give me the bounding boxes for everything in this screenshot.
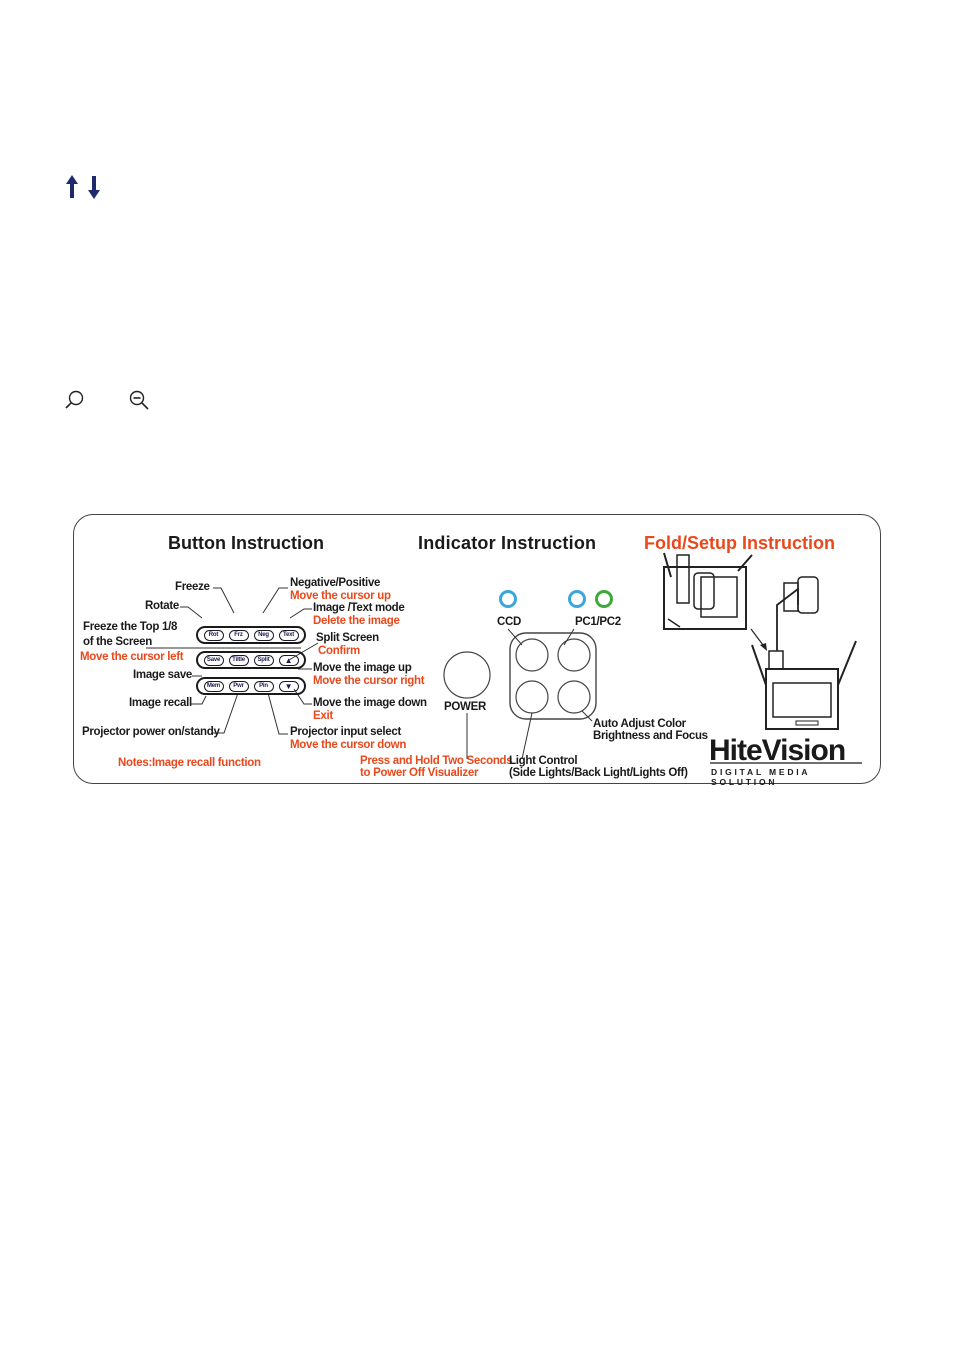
label-cursor-left: Move the cursor left (80, 651, 184, 663)
label-light-control-2: (Side Lights/Back Light/Lights Off) (509, 767, 688, 779)
button-row-1 (196, 626, 306, 644)
instruction-panel (73, 514, 881, 787)
arrow-up-icon (66, 175, 78, 198)
hitevision-logo-tagline: DIGITAL MEDIA SOLUTION (711, 767, 811, 787)
neg-button[interactable]: Neg (254, 630, 274, 641)
hitevision-logo: HiteVision (709, 734, 846, 767)
label-freeze: Freeze (175, 581, 210, 593)
heading-fold-setup-instruction: Fold/Setup Instruction (644, 533, 835, 553)
split-button[interactable]: Split (254, 655, 274, 666)
zoom-in-icon (63, 388, 87, 412)
pin-button[interactable]: Pin (254, 681, 274, 692)
label-rotate: Rotate (145, 600, 179, 612)
button-row-2 (196, 651, 306, 669)
text-button[interactable]: Text (279, 630, 299, 641)
label-image-text-mode: Image /Text mode (313, 602, 405, 614)
label-projector-power: Projector power on/standy (82, 726, 220, 738)
arrow-icons (64, 174, 108, 200)
pc2-led (595, 590, 613, 608)
up-button[interactable]: ▲ (279, 655, 299, 666)
button-row-3 (196, 677, 306, 695)
label-power: POWER (444, 701, 486, 713)
pc1-led (568, 590, 586, 608)
label-split-screen: Split Screen (316, 632, 379, 644)
arrow-down-icon (88, 176, 100, 199)
label-projector-input: Projector input select (290, 726, 401, 738)
ccd-led (499, 590, 517, 608)
zoom-out-icon (127, 388, 151, 412)
label-notes: Notes:Image recall function (118, 757, 261, 769)
title-button[interactable]: Tiltle (229, 655, 249, 666)
mem-button[interactable]: Mem (204, 681, 224, 692)
label-cursor-down: Move the cursor down (290, 739, 407, 751)
label-cursor-right: Move the cursor right (313, 675, 425, 687)
label-press-hold-1: Press and Hold Two Seconds (360, 755, 513, 767)
label-auto-adjust-1: Auto Adjust Color (593, 718, 686, 730)
heading-button-instruction: Button Instruction (168, 533, 324, 553)
label-freeze-top-1: Freeze the Top 1/8 (83, 621, 178, 633)
label-freeze-top-2: of the Screen (83, 636, 152, 648)
label-image-recall: Image recall (129, 697, 192, 709)
label-confirm: Confirm (318, 645, 360, 657)
label-auto-adjust-2: Brightness and Focus (593, 730, 708, 742)
label-delete-image: Delete the image (313, 615, 400, 627)
label-press-hold-2: to Power Off Visualizer (360, 767, 479, 779)
heading-indicator-instruction: Indicator Instruction (418, 533, 597, 553)
frz-button[interactable]: Frz (229, 630, 249, 641)
label-exit: Exit (313, 710, 333, 722)
down-button[interactable]: ▼ (279, 681, 299, 692)
label-cursor-up: Move the cursor up (290, 590, 391, 602)
label-image-save: Image save (133, 669, 193, 681)
label-ccd: CCD (497, 616, 522, 628)
label-image-down: Move the image down (313, 697, 427, 709)
label-image-up: Move the image up (313, 662, 412, 674)
label-negative-positive: Negative/Positive (290, 577, 381, 589)
label-pc1-pc2: PC1/PC2 (575, 616, 621, 628)
label-light-control-1: Light Control (509, 755, 578, 767)
save-button[interactable]: Save (204, 655, 224, 666)
rot-button[interactable]: Rot (204, 630, 224, 641)
pwr-button[interactable]: Pwr (229, 681, 249, 692)
